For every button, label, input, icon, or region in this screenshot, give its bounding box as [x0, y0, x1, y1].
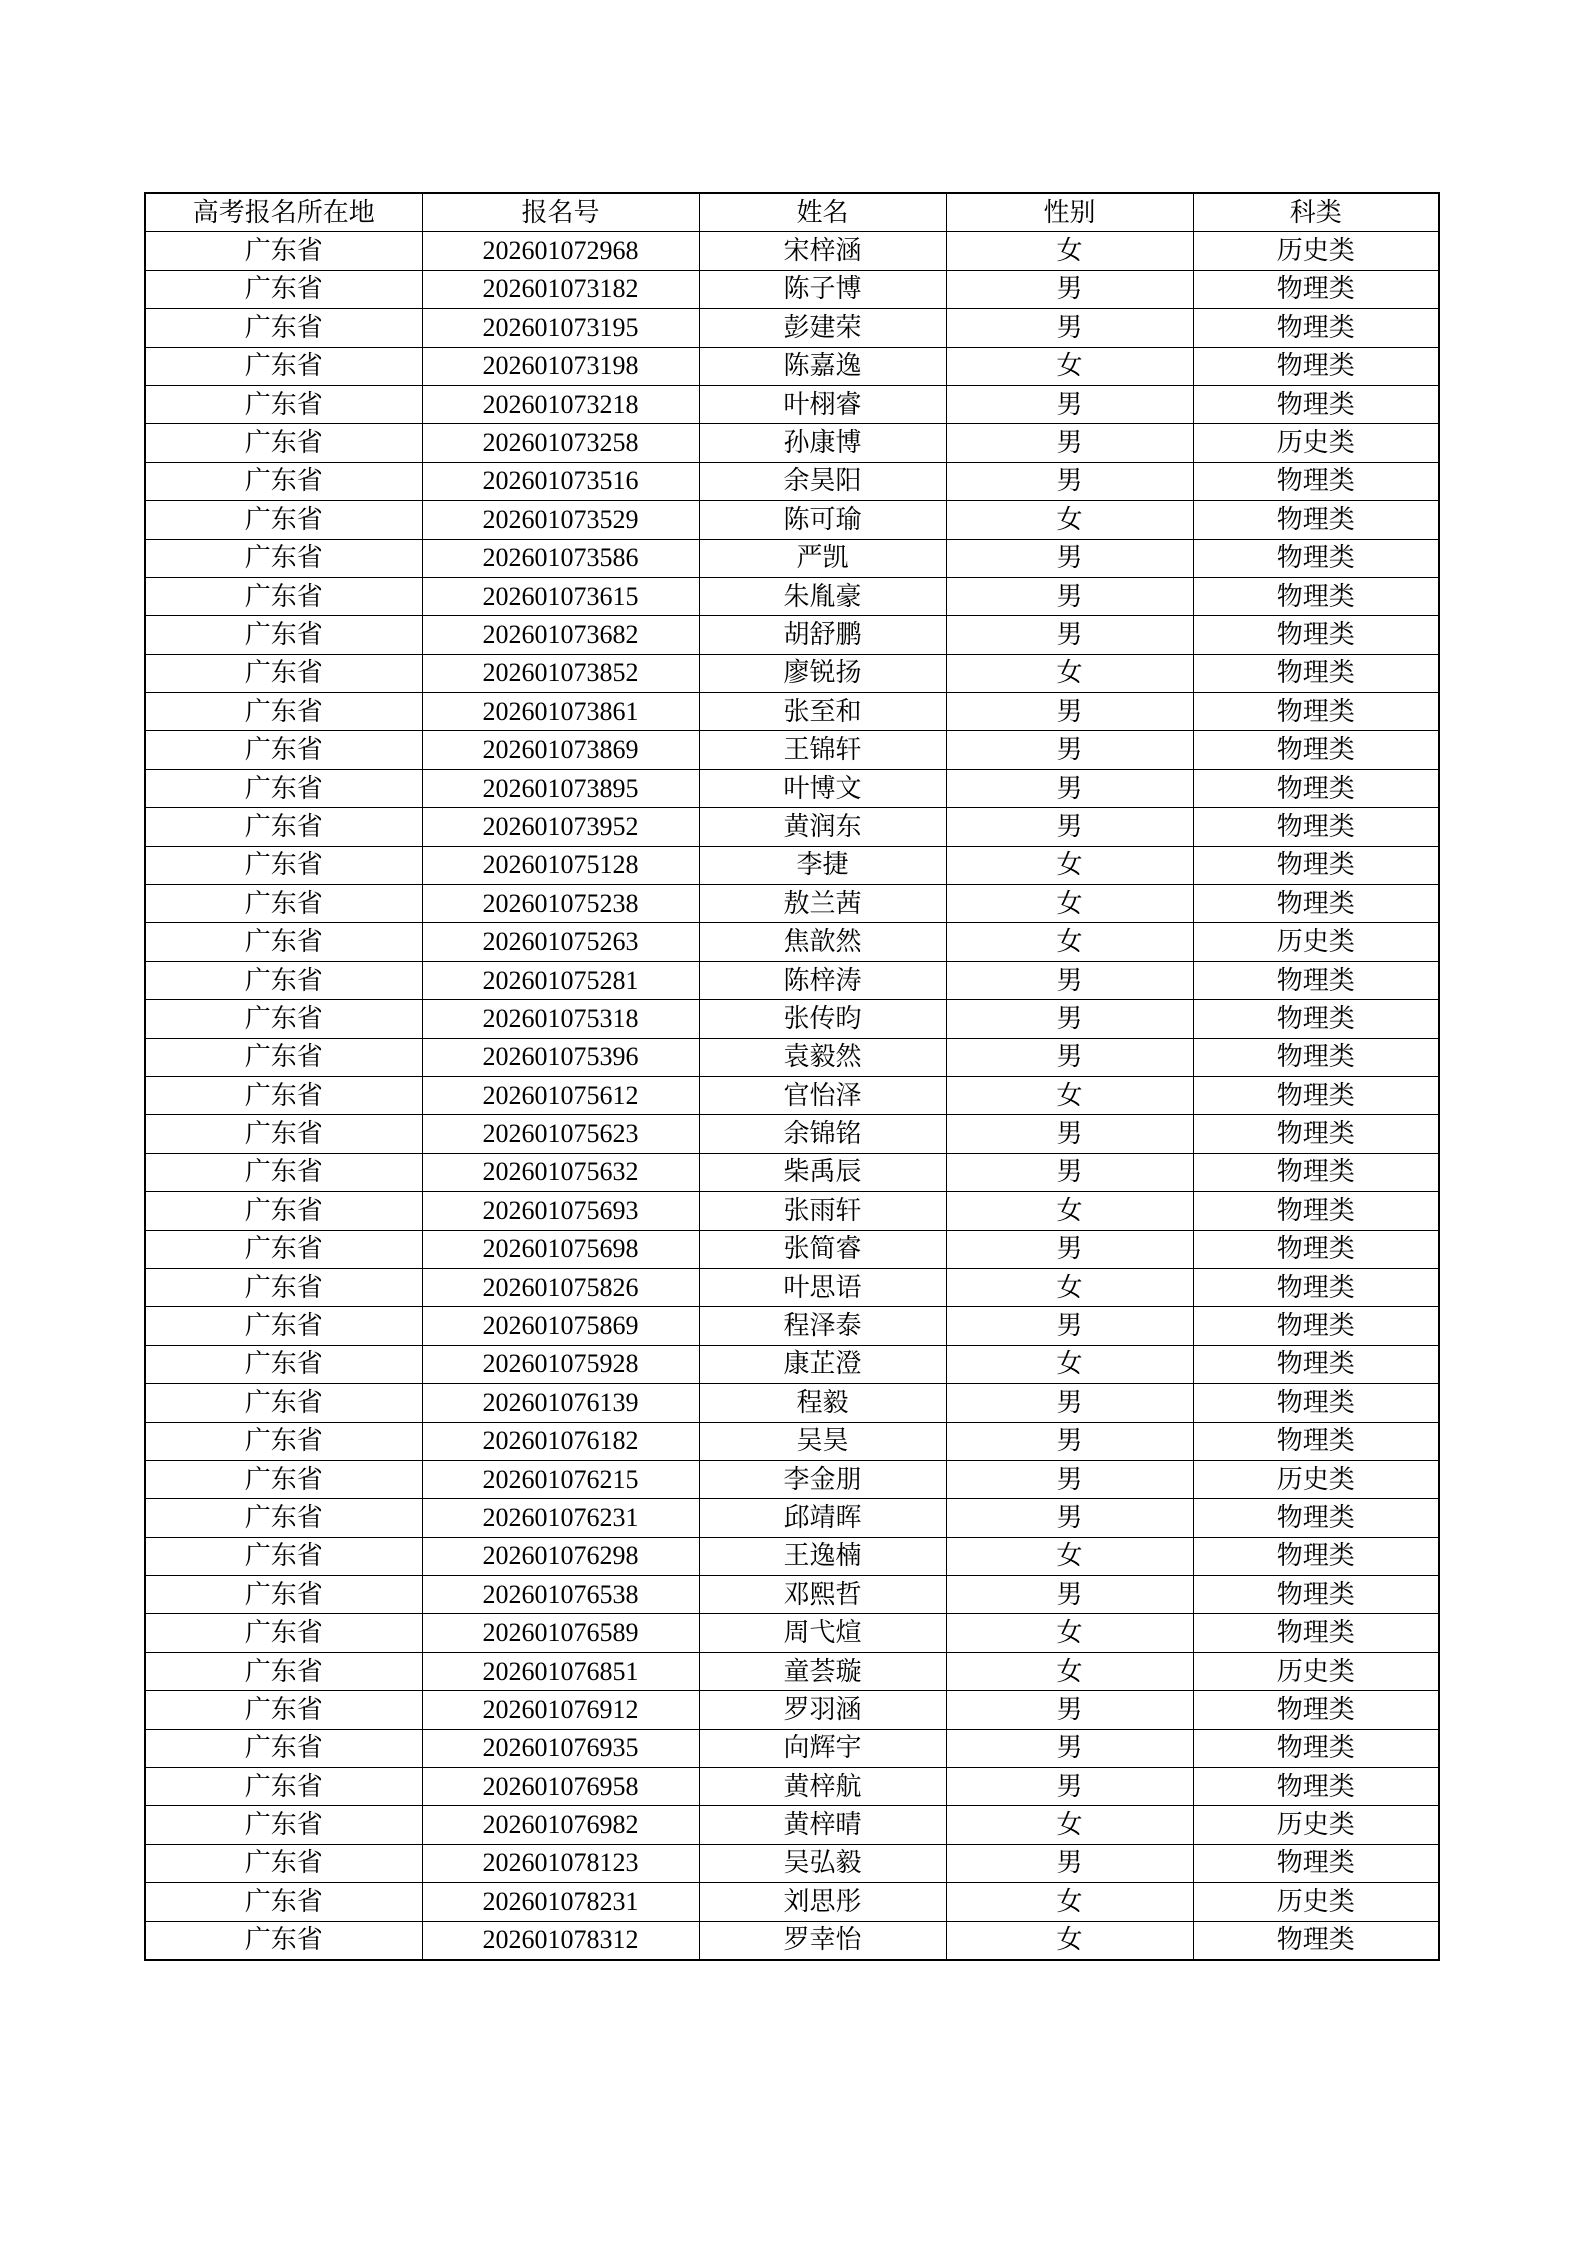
cell-subject-category: 历史类	[1193, 1460, 1439, 1498]
cell-registration-number: 202601073218	[422, 385, 699, 423]
cell-gender: 男	[946, 1115, 1193, 1153]
cell-exam-location: 广东省	[145, 1230, 422, 1268]
cell-subject-category: 物理类	[1193, 1768, 1439, 1806]
cell-exam-location: 广东省	[145, 769, 422, 807]
cell-name: 陈梓涛	[699, 961, 946, 999]
cell-gender: 女	[946, 1192, 1193, 1230]
cell-name: 罗幸怡	[699, 1921, 946, 1960]
cell-registration-number: 202601073852	[422, 654, 699, 692]
cell-exam-location: 广东省	[145, 1422, 422, 1460]
cell-subject-category: 历史类	[1193, 1806, 1439, 1844]
cell-name: 向辉宇	[699, 1729, 946, 1767]
cell-subject-category: 物理类	[1193, 1729, 1439, 1767]
cell-subject-category: 物理类	[1193, 731, 1439, 769]
cell-name: 黄梓航	[699, 1768, 946, 1806]
cell-subject-category: 物理类	[1193, 347, 1439, 385]
table-row	[145, 1921, 1439, 1960]
cell-registration-number: 202601075263	[422, 923, 699, 961]
table-row	[145, 1806, 1439, 1844]
cell-gender: 男	[946, 1422, 1193, 1460]
cell-subject-category: 历史类	[1193, 232, 1439, 270]
cell-name: 李捷	[699, 846, 946, 884]
table-row	[145, 846, 1439, 884]
cell-exam-location: 广东省	[145, 1883, 422, 1921]
cell-registration-number: 202601076139	[422, 1384, 699, 1422]
cell-registration-number: 202601076538	[422, 1576, 699, 1614]
table-row	[145, 808, 1439, 846]
table-row	[145, 1230, 1439, 1268]
cell-subject-category: 物理类	[1193, 577, 1439, 615]
table-row	[145, 616, 1439, 654]
cell-name: 严凯	[699, 539, 946, 577]
cell-exam-location: 广东省	[145, 1307, 422, 1345]
cell-registration-number: 202601078123	[422, 1844, 699, 1882]
cell-registration-number: 202601075928	[422, 1345, 699, 1383]
cell-exam-location: 广东省	[145, 1268, 422, 1306]
cell-subject-category: 物理类	[1193, 462, 1439, 500]
table-row	[145, 1844, 1439, 1882]
cell-registration-number: 202601076912	[422, 1691, 699, 1729]
table-row	[145, 885, 1439, 923]
cell-exam-location: 广东省	[145, 1460, 422, 1498]
cell-exam-location: 广东省	[145, 1384, 422, 1422]
cell-gender: 男	[946, 577, 1193, 615]
table-row	[145, 501, 1439, 539]
cell-name: 余锦铭	[699, 1115, 946, 1153]
cell-name: 周弋煊	[699, 1614, 946, 1652]
cell-gender: 男	[946, 1460, 1193, 1498]
cell-subject-category: 物理类	[1193, 808, 1439, 846]
cell-exam-location: 广东省	[145, 808, 422, 846]
cell-name: 邱靖晖	[699, 1499, 946, 1537]
cell-subject-category: 物理类	[1193, 501, 1439, 539]
table-body	[145, 232, 1439, 1960]
cell-subject-category: 物理类	[1193, 1268, 1439, 1306]
cell-registration-number: 202601075869	[422, 1307, 699, 1345]
cell-subject-category: 物理类	[1193, 270, 1439, 308]
cell-name: 李金朋	[699, 1460, 946, 1498]
cell-registration-number: 202601078312	[422, 1921, 699, 1960]
cell-exam-location: 广东省	[145, 501, 422, 539]
cell-registration-number: 202601073861	[422, 693, 699, 731]
table-row	[145, 1192, 1439, 1230]
cell-subject-category: 物理类	[1193, 654, 1439, 692]
cell-exam-location: 广东省	[145, 654, 422, 692]
cell-exam-location: 广东省	[145, 616, 422, 654]
table-row	[145, 923, 1439, 961]
cell-registration-number: 202601075826	[422, 1268, 699, 1306]
cell-gender: 男	[946, 1230, 1193, 1268]
cell-registration-number: 202601076182	[422, 1422, 699, 1460]
cell-name: 张传昀	[699, 1000, 946, 1038]
cell-name: 陈嘉逸	[699, 347, 946, 385]
cell-name: 陈可瑜	[699, 501, 946, 539]
cell-gender: 女	[946, 885, 1193, 923]
cell-exam-location: 广东省	[145, 385, 422, 423]
cell-registration-number: 202601075396	[422, 1038, 699, 1076]
cell-name: 王锦轩	[699, 731, 946, 769]
cell-exam-location: 广东省	[145, 462, 422, 500]
cell-name: 朱胤豪	[699, 577, 946, 615]
cell-name: 张雨轩	[699, 1192, 946, 1230]
table-row	[145, 1000, 1439, 1038]
cell-exam-location: 广东省	[145, 1729, 422, 1767]
cell-subject-category: 物理类	[1193, 539, 1439, 577]
cell-gender: 女	[946, 1345, 1193, 1383]
cell-exam-location: 广东省	[145, 577, 422, 615]
cell-gender: 男	[946, 1038, 1193, 1076]
cell-gender: 男	[946, 1576, 1193, 1614]
cell-exam-location: 广东省	[145, 1691, 422, 1729]
cell-gender: 男	[946, 309, 1193, 347]
cell-gender: 男	[946, 769, 1193, 807]
cell-subject-category: 物理类	[1193, 1614, 1439, 1652]
cell-subject-category: 物理类	[1193, 616, 1439, 654]
cell-exam-location: 广东省	[145, 693, 422, 731]
cell-exam-location: 广东省	[145, 1038, 422, 1076]
cell-subject-category: 历史类	[1193, 1652, 1439, 1690]
cell-gender: 男	[946, 1499, 1193, 1537]
cell-exam-location: 广东省	[145, 424, 422, 462]
cell-registration-number: 202601075128	[422, 846, 699, 884]
cell-registration-number: 202601073952	[422, 808, 699, 846]
cell-gender: 女	[946, 232, 1193, 270]
cell-subject-category: 物理类	[1193, 1844, 1439, 1882]
cell-name: 孙康博	[699, 424, 946, 462]
cell-gender: 女	[946, 347, 1193, 385]
cell-subject-category: 物理类	[1193, 309, 1439, 347]
cell-registration-number: 202601076231	[422, 1499, 699, 1537]
cell-subject-category: 物理类	[1193, 1537, 1439, 1575]
cell-name: 陈子博	[699, 270, 946, 308]
cell-gender: 男	[946, 808, 1193, 846]
cell-registration-number: 202601076935	[422, 1729, 699, 1767]
table-row	[145, 693, 1439, 731]
cell-name: 廖锐扬	[699, 654, 946, 692]
cell-exam-location: 广东省	[145, 885, 422, 923]
table-row	[145, 1883, 1439, 1921]
cell-registration-number: 202601073516	[422, 462, 699, 500]
cell-gender: 男	[946, 1729, 1193, 1767]
cell-name: 吴弘毅	[699, 1844, 946, 1882]
cell-name: 邓熙哲	[699, 1576, 946, 1614]
table-row	[145, 1384, 1439, 1422]
cell-exam-location: 广东省	[145, 1806, 422, 1844]
cell-name: 官怡泽	[699, 1076, 946, 1114]
cell-subject-category: 物理类	[1193, 1115, 1439, 1153]
table-row	[145, 1307, 1439, 1345]
cell-registration-number: 202601073682	[422, 616, 699, 654]
header-exam-location: 高考报名所在地	[145, 193, 422, 232]
table-row	[145, 462, 1439, 500]
cell-subject-category: 物理类	[1193, 1422, 1439, 1460]
cell-subject-category: 物理类	[1193, 1691, 1439, 1729]
cell-registration-number: 202601073586	[422, 539, 699, 577]
cell-registration-number: 202601075238	[422, 885, 699, 923]
cell-subject-category: 物理类	[1193, 693, 1439, 731]
table-row	[145, 1038, 1439, 1076]
cell-name: 叶思语	[699, 1268, 946, 1306]
cell-gender: 男	[946, 616, 1193, 654]
cell-name: 余昊阳	[699, 462, 946, 500]
cell-subject-category: 物理类	[1193, 769, 1439, 807]
cell-gender: 女	[946, 1076, 1193, 1114]
cell-registration-number: 202601076215	[422, 1460, 699, 1498]
cell-gender: 男	[946, 693, 1193, 731]
table-row	[145, 424, 1439, 462]
cell-registration-number: 202601073195	[422, 309, 699, 347]
cell-gender: 女	[946, 1537, 1193, 1575]
table-row	[145, 577, 1439, 615]
cell-gender: 男	[946, 731, 1193, 769]
table-row	[145, 1652, 1439, 1690]
table-row	[145, 539, 1439, 577]
cell-registration-number: 202601076589	[422, 1614, 699, 1652]
cell-exam-location: 广东省	[145, 1115, 422, 1153]
table-row	[145, 270, 1439, 308]
cell-name: 康芷澄	[699, 1345, 946, 1383]
table-row	[145, 654, 1439, 692]
cell-gender: 女	[946, 1883, 1193, 1921]
table-row	[145, 1537, 1439, 1575]
table-row	[145, 1614, 1439, 1652]
cell-subject-category: 物理类	[1193, 961, 1439, 999]
cell-name: 焦歆然	[699, 923, 946, 961]
cell-subject-category: 物理类	[1193, 1076, 1439, 1114]
cell-gender: 男	[946, 270, 1193, 308]
cell-gender: 女	[946, 1806, 1193, 1844]
cell-registration-number: 202601076982	[422, 1806, 699, 1844]
cell-gender: 女	[946, 1921, 1193, 1960]
cell-gender: 男	[946, 385, 1193, 423]
cell-registration-number: 202601075698	[422, 1230, 699, 1268]
cell-subject-category: 历史类	[1193, 424, 1439, 462]
cell-exam-location: 广东省	[145, 923, 422, 961]
cell-subject-category: 物理类	[1193, 1230, 1439, 1268]
cell-registration-number: 202601073615	[422, 577, 699, 615]
cell-exam-location: 广东省	[145, 1652, 422, 1690]
table-row	[145, 1691, 1439, 1729]
cell-gender: 女	[946, 846, 1193, 884]
cell-exam-location: 广东省	[145, 270, 422, 308]
cell-name: 叶博文	[699, 769, 946, 807]
cell-name: 敖兰茜	[699, 885, 946, 923]
table-row	[145, 1729, 1439, 1767]
cell-subject-category: 物理类	[1193, 1192, 1439, 1230]
table-row	[145, 1345, 1439, 1383]
cell-name: 吴昊	[699, 1422, 946, 1460]
cell-exam-location: 广东省	[145, 1192, 422, 1230]
table-row	[145, 769, 1439, 807]
cell-name: 彭建荣	[699, 309, 946, 347]
cell-registration-number: 202601073529	[422, 501, 699, 539]
cell-gender: 女	[946, 1614, 1193, 1652]
cell-registration-number: 202601076851	[422, 1652, 699, 1690]
cell-name: 童荟璇	[699, 1652, 946, 1690]
cell-subject-category: 物理类	[1193, 1153, 1439, 1191]
table-row	[145, 1576, 1439, 1614]
cell-gender: 女	[946, 501, 1193, 539]
cell-name: 柴禹辰	[699, 1153, 946, 1191]
header-subject-category: 科类	[1193, 193, 1439, 232]
table-row	[145, 347, 1439, 385]
header-gender: 性别	[946, 193, 1193, 232]
table-row	[145, 731, 1439, 769]
cell-subject-category: 物理类	[1193, 1921, 1439, 1960]
header-name: 姓名	[699, 193, 946, 232]
table-row	[145, 385, 1439, 423]
table-row	[145, 1268, 1439, 1306]
cell-registration-number: 202601076958	[422, 1768, 699, 1806]
cell-name: 叶栩睿	[699, 385, 946, 423]
admission-roster-table	[144, 192, 1440, 1961]
cell-exam-location: 广东省	[145, 1153, 422, 1191]
cell-name: 程泽泰	[699, 1307, 946, 1345]
cell-exam-location: 广东省	[145, 539, 422, 577]
cell-subject-category: 物理类	[1193, 1499, 1439, 1537]
cell-exam-location: 广东省	[145, 1614, 422, 1652]
cell-exam-location: 广东省	[145, 1076, 422, 1114]
cell-subject-category: 物理类	[1193, 885, 1439, 923]
cell-exam-location: 广东省	[145, 309, 422, 347]
cell-name: 张至和	[699, 693, 946, 731]
cell-gender: 男	[946, 1000, 1193, 1038]
cell-registration-number: 202601073258	[422, 424, 699, 462]
cell-exam-location: 广东省	[145, 1000, 422, 1038]
cell-gender: 女	[946, 654, 1193, 692]
cell-subject-category: 物理类	[1193, 1038, 1439, 1076]
cell-subject-category: 物理类	[1193, 1307, 1439, 1345]
cell-subject-category: 物理类	[1193, 846, 1439, 884]
cell-registration-number: 202601073198	[422, 347, 699, 385]
table-row	[145, 1076, 1439, 1114]
cell-gender: 女	[946, 1268, 1193, 1306]
cell-registration-number: 202601075281	[422, 961, 699, 999]
cell-name: 宋梓涵	[699, 232, 946, 270]
cell-name: 王逸楠	[699, 1537, 946, 1575]
cell-gender: 男	[946, 1153, 1193, 1191]
cell-registration-number: 202601072968	[422, 232, 699, 270]
cell-registration-number: 202601076298	[422, 1537, 699, 1575]
cell-registration-number: 202601075693	[422, 1192, 699, 1230]
cell-gender: 女	[946, 923, 1193, 961]
table-row	[145, 309, 1439, 347]
cell-registration-number: 202601078231	[422, 1883, 699, 1921]
cell-exam-location: 广东省	[145, 1844, 422, 1882]
table-row	[145, 1768, 1439, 1806]
cell-exam-location: 广东省	[145, 347, 422, 385]
cell-exam-location: 广东省	[145, 232, 422, 270]
table-row	[145, 1422, 1439, 1460]
cell-registration-number: 202601073869	[422, 731, 699, 769]
cell-exam-location: 广东省	[145, 1921, 422, 1960]
header-registration-number: 报名号	[422, 193, 699, 232]
cell-subject-category: 物理类	[1193, 1345, 1439, 1383]
cell-exam-location: 广东省	[145, 1537, 422, 1575]
cell-name: 张简睿	[699, 1230, 946, 1268]
cell-name: 程毅	[699, 1384, 946, 1422]
cell-gender: 男	[946, 1844, 1193, 1882]
table-row	[145, 232, 1439, 270]
cell-name: 胡舒鹏	[699, 616, 946, 654]
cell-exam-location: 广东省	[145, 1768, 422, 1806]
table-header-row	[145, 193, 1439, 232]
cell-exam-location: 广东省	[145, 961, 422, 999]
cell-exam-location: 广东省	[145, 1499, 422, 1537]
cell-registration-number: 202601075632	[422, 1153, 699, 1191]
cell-exam-location: 广东省	[145, 731, 422, 769]
cell-subject-category: 物理类	[1193, 1576, 1439, 1614]
cell-registration-number: 202601073895	[422, 769, 699, 807]
cell-exam-location: 广东省	[145, 1345, 422, 1383]
table-row	[145, 1460, 1439, 1498]
cell-gender: 男	[946, 961, 1193, 999]
cell-name: 黄梓晴	[699, 1806, 946, 1844]
cell-exam-location: 广东省	[145, 846, 422, 884]
cell-gender: 男	[946, 1691, 1193, 1729]
cell-subject-category: 物理类	[1193, 1000, 1439, 1038]
cell-gender: 男	[946, 424, 1193, 462]
cell-registration-number: 202601075623	[422, 1115, 699, 1153]
cell-name: 刘思彤	[699, 1883, 946, 1921]
cell-name: 袁毅然	[699, 1038, 946, 1076]
cell-gender: 男	[946, 462, 1193, 500]
cell-registration-number: 202601075318	[422, 1000, 699, 1038]
cell-gender: 男	[946, 539, 1193, 577]
cell-subject-category: 历史类	[1193, 1883, 1439, 1921]
cell-gender: 男	[946, 1384, 1193, 1422]
cell-name: 黄润东	[699, 808, 946, 846]
table-row	[145, 961, 1439, 999]
table-row	[145, 1153, 1439, 1191]
cell-registration-number: 202601073182	[422, 270, 699, 308]
cell-exam-location: 广东省	[145, 1576, 422, 1614]
cell-subject-category: 物理类	[1193, 1384, 1439, 1422]
cell-name: 罗羽涵	[699, 1691, 946, 1729]
cell-subject-category: 物理类	[1193, 385, 1439, 423]
table-row	[145, 1499, 1439, 1537]
cell-gender: 男	[946, 1768, 1193, 1806]
cell-subject-category: 历史类	[1193, 923, 1439, 961]
cell-registration-number: 202601075612	[422, 1076, 699, 1114]
cell-gender: 女	[946, 1652, 1193, 1690]
table-row	[145, 1115, 1439, 1153]
cell-gender: 男	[946, 1307, 1193, 1345]
